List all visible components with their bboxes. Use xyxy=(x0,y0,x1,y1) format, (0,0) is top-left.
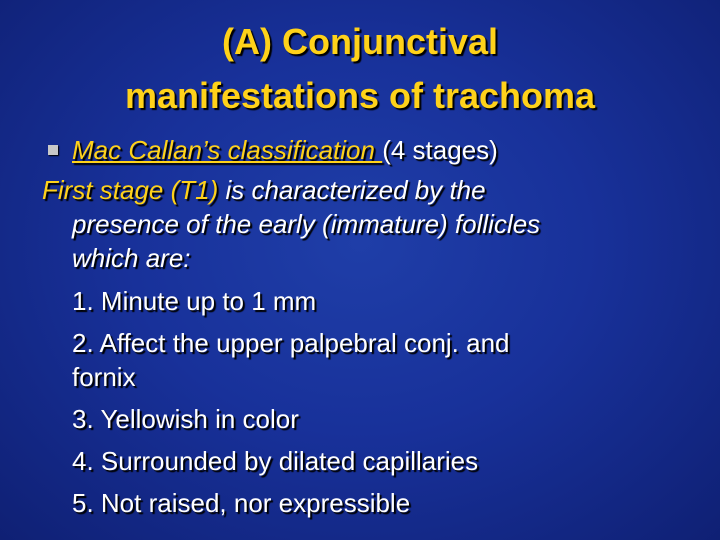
classification-label: Mac Callan’s classification xyxy=(72,135,383,165)
bullet-line xyxy=(72,135,498,165)
body-line-3: 1. Minute up to 1 mm xyxy=(72,286,317,316)
body-line-6: 3. Yellowish in color xyxy=(72,404,299,434)
stages-count: (4 stages) xyxy=(382,135,498,165)
body-line-4: 2. Affect the upper palpebral conj. and xyxy=(72,328,510,358)
slide-title-line-2: manifestations of trachoma xyxy=(124,75,596,116)
first-stage-label: First stage (T1) xyxy=(42,175,219,205)
body-line-2: which are: xyxy=(72,243,191,273)
body-line-8: 5. Not raised, nor expressible xyxy=(72,488,411,518)
slide-title-line-1: (A) Conjunctival xyxy=(222,21,498,62)
body-line-5: fornix xyxy=(72,362,136,392)
first-stage-line xyxy=(42,175,486,205)
body-line-7: 4. Surrounded by dilated capillaries xyxy=(72,446,479,476)
square-bullet-icon xyxy=(48,145,58,155)
first-stage-text: is characterized by the xyxy=(218,175,486,205)
body-line-1: presence of the early (immature) follicles xyxy=(72,209,541,239)
